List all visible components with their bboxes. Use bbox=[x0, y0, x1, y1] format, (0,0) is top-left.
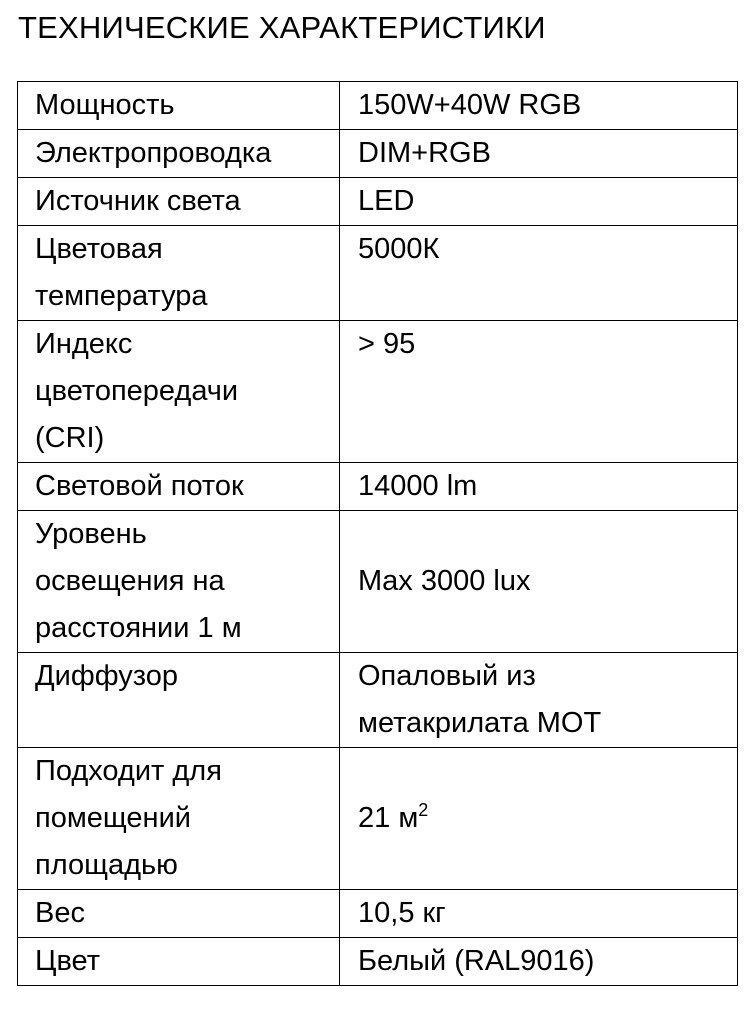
table-row bbox=[18, 130, 738, 178]
spec-value-cell bbox=[340, 178, 738, 226]
spec-name: Световой поток bbox=[35, 470, 244, 502]
spec-name: Источник света bbox=[35, 185, 241, 217]
spec-value: Опаловый из метакрилата МОТ bbox=[358, 660, 602, 739]
spec-value-cell bbox=[340, 890, 738, 938]
table-row bbox=[18, 653, 738, 748]
spec-name-cell bbox=[18, 748, 340, 890]
spec-value bbox=[358, 795, 737, 842]
table-row bbox=[18, 178, 738, 226]
spec-name: Цветовая температура bbox=[35, 233, 208, 312]
spec-name-cell bbox=[18, 511, 340, 653]
table-row bbox=[18, 890, 738, 938]
spec-value-cell bbox=[340, 748, 738, 890]
spec-value-cell bbox=[340, 653, 738, 748]
table-row bbox=[18, 321, 738, 463]
spec-value: 10,5 кг bbox=[358, 897, 446, 929]
table-row bbox=[18, 938, 738, 986]
spec-name-cell bbox=[18, 321, 340, 463]
spec-value-cell bbox=[340, 82, 738, 130]
table-row bbox=[18, 226, 738, 321]
spec-name-cell bbox=[18, 178, 340, 226]
spec-name-cell bbox=[18, 130, 340, 178]
spec-name-cell bbox=[18, 653, 340, 748]
spec-name: Мощность bbox=[35, 89, 175, 121]
spec-value-cell bbox=[340, 463, 738, 511]
spec-value-main: 21 м bbox=[358, 802, 419, 834]
spec-name-cell bbox=[18, 938, 340, 986]
spec-name: Индекс цветопередачи (CRI) bbox=[35, 328, 239, 454]
spec-name: Диффузор bbox=[35, 660, 178, 692]
spec-value-cell bbox=[340, 938, 738, 986]
table-row bbox=[18, 511, 738, 653]
spec-value: 5000К bbox=[358, 233, 440, 265]
spec-value-cell bbox=[340, 511, 738, 653]
table-row bbox=[18, 748, 738, 890]
spec-value-cell bbox=[340, 321, 738, 463]
spec-value-superscript: 2 bbox=[418, 800, 429, 820]
spec-name-cell bbox=[18, 890, 340, 938]
table-row bbox=[18, 463, 738, 511]
spec-name: Уровень освещения на расстоянии 1 м bbox=[35, 518, 242, 644]
page-title: ТЕХНИЧЕСКИЕ ХАРАКТЕРИСТИКИ bbox=[18, 10, 546, 45]
spec-name: Подходит для помещений площадью bbox=[35, 755, 222, 881]
spec-name-cell bbox=[18, 82, 340, 130]
spec-name-cell bbox=[18, 463, 340, 511]
spec-name-cell bbox=[18, 226, 340, 321]
spec-value-cell bbox=[340, 226, 738, 321]
spec-value: LED bbox=[358, 185, 415, 217]
spec-value: 150W+40W RGB bbox=[358, 89, 582, 121]
spec-value: Белый (RAL9016) bbox=[358, 945, 595, 977]
spec-value: DIM+RGB bbox=[358, 137, 491, 169]
spec-value: > 95 bbox=[358, 328, 416, 360]
spec-value: 14000 lm bbox=[358, 470, 478, 502]
table-row bbox=[18, 82, 738, 130]
spec-name: Вес bbox=[35, 897, 85, 929]
spec-name: Электропроводка bbox=[35, 137, 272, 169]
spec-value-cell bbox=[340, 130, 738, 178]
spec-name: Цвет bbox=[35, 945, 100, 977]
spec-value: Max 3000 lux bbox=[358, 565, 531, 597]
specs-table bbox=[17, 81, 738, 986]
